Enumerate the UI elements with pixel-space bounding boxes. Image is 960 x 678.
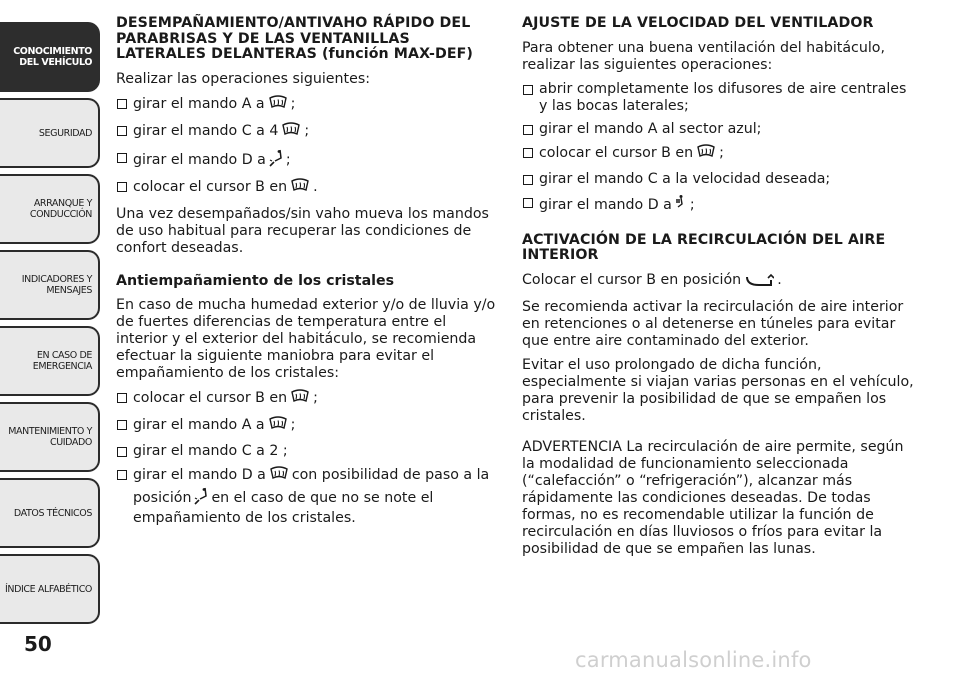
- step-text: ;: [285, 151, 291, 168]
- list-item: [522, 121, 914, 138]
- step-text: ;: [313, 389, 318, 406]
- paragraph: Evitar el uso prolongado de dicha función, especialmente si viajan varias personas en el vehículo, para prevenir la posibilidad de que se empañen los cristales.: [522, 356, 914, 424]
- step-text: .: [777, 271, 782, 288]
- list-item: [522, 81, 914, 115]
- page-number: 50: [24, 632, 52, 656]
- tab-seguridad[interactable]: [0, 98, 100, 168]
- list-item: [116, 389, 496, 410]
- tab-label: EN CASO DE EMERGENCIA: [32, 350, 92, 372]
- list-item: [116, 416, 496, 437]
- tab-indice[interactable]: [0, 554, 100, 624]
- steps-list: [116, 389, 496, 527]
- list-item: [116, 178, 496, 199]
- list-item: [116, 122, 496, 143]
- step-text: girar el mando D a: [133, 466, 266, 483]
- step-text: girar el mando C a 2 ;: [133, 442, 288, 459]
- step-text: .: [313, 178, 318, 195]
- step-text: ;: [689, 196, 695, 213]
- step-text: colocar el cursor B en: [539, 144, 694, 161]
- max-def-icon: [696, 144, 716, 165]
- section-heading: DESEMPAÑAMIENTO/ANTIVAHO RÁPIDO DEL PARABRISAS Y DE LAS VENTANILLAS LATERALES DELANTERAS (función MAX-DEF): [116, 15, 474, 62]
- tab-label: INDICADORES Y MENSAJES: [21, 274, 92, 296]
- tab-indicadores[interactable]: [0, 250, 100, 320]
- tab-label: MANTENIMIENTO Y CUIDADO: [8, 426, 92, 448]
- paragraph: Se recomienda activar la recirculación de aire interior en retenciones o al detenerse en túneles para evitar que entre aire contaminado del exterior.: [522, 298, 904, 349]
- chapter-tabs: [0, 22, 100, 630]
- paragraph: [522, 272, 914, 292]
- tab-datos-tecnicos[interactable]: [0, 478, 100, 548]
- tab-label: SEGURIDAD: [38, 127, 92, 139]
- max-def-icon: [290, 389, 310, 410]
- max-def-icon: [290, 178, 310, 199]
- tab-mantenimiento[interactable]: [0, 402, 100, 472]
- recirculation-icon: [744, 273, 774, 292]
- windscreen-feet-icon: [194, 487, 208, 510]
- left-column: [116, 16, 496, 534]
- step-text: con posibilidad de paso a la posición: [133, 466, 490, 506]
- step-text: colocar el cursor B en: [133, 178, 288, 195]
- face-vent-icon: [675, 194, 687, 217]
- max-def-icon: [268, 416, 288, 437]
- max-def-icon: [281, 122, 301, 143]
- windscreen-feet-icon: [269, 149, 283, 172]
- tab-conocimiento[interactable]: [0, 22, 100, 92]
- paragraph: Realizar las operaciones siguientes:: [116, 70, 370, 87]
- step-text: girar el mando A a: [133, 95, 265, 112]
- tab-emergencia[interactable]: [0, 326, 100, 396]
- step-text: ;: [290, 416, 296, 433]
- tab-label: ARRANQUE Y CONDUCCIÓN: [29, 198, 92, 220]
- step-text: ;: [719, 144, 724, 161]
- step-text: girar el mando C a 4: [133, 122, 279, 139]
- section-heading: ACTIVACIÓN DE LA RECIRCULACIÓN DEL AIRE INTERIOR: [522, 231, 886, 263]
- list-item: [116, 95, 496, 116]
- tab-arranque[interactable]: [0, 174, 100, 244]
- tab-label: ÍNDICE ALFABÉTICO: [5, 583, 92, 595]
- step-text: girar el mando D a: [133, 151, 266, 168]
- step-text: en el caso de que no se note el empañamiento de los cristales.: [133, 489, 434, 526]
- paragraph: Para obtener una buena ventilación del habitáculo, realizar las siguientes operaciones:: [522, 39, 885, 73]
- list-item: [116, 466, 496, 527]
- step-text: ;: [304, 122, 310, 139]
- paragraph: En caso de mucha humedad exterior y/o de lluvia y/o de fuertes diferencias de temperatura entre el interior y el exterior del habitáculo, se recomienda efectuar la siguiente maniobra para evitar el empañamiento de los cristales:: [116, 296, 496, 381]
- warning-paragraph: ADVERTENCIA La recirculación de aire permite, según la modalidad de funcionamiento seleccionada (“calefacción” o “refrigeración”), alcanzar más rápidamente las condiciones deseadas. De todas formas, no es recomendable utilizar la función de recirculación en días lluviosos o fríos para evitar la posibilidad de que se empañen las lunas.: [522, 438, 904, 557]
- watermark: carmanualsonline.info: [575, 648, 812, 672]
- steps-list: [116, 95, 496, 199]
- list-item: [522, 171, 914, 188]
- list-item: [116, 149, 496, 172]
- max-def-icon: [269, 466, 289, 487]
- step-text: girar el mando C a la velocidad deseada;: [539, 170, 831, 187]
- right-column: [522, 16, 914, 565]
- step-text: Colocar el cursor B en posición: [522, 271, 742, 288]
- tab-label: DATOS TÉCNICOS: [13, 507, 92, 519]
- steps-list: [522, 81, 914, 217]
- list-item: [522, 194, 914, 217]
- tab-label: CONOCIMIENTO DEL VEHÍCULO: [13, 46, 92, 68]
- section-heading: AJUSTE DE LA VELOCIDAD DEL VENTILADOR: [522, 15, 874, 31]
- list-item: [522, 144, 914, 165]
- max-def-icon: [268, 95, 288, 116]
- step-text: girar el mando A a: [133, 416, 265, 433]
- paragraph: Una vez desempañados/sin vaho mueva los mandos de uso habitual para recuperar las condiciones de confort deseadas.: [116, 205, 489, 256]
- list-item: [116, 443, 496, 460]
- step-text: ;: [290, 95, 296, 112]
- step-text: colocar el cursor B en: [133, 389, 288, 406]
- step-text: abrir completamente los difusores de aire centrales y las bocas laterales;: [539, 80, 907, 114]
- subheading: Antiempañamiento de los cristales: [116, 272, 395, 289]
- step-text: girar el mando D a: [539, 196, 672, 213]
- step-text: girar el mando A al sector azul;: [539, 120, 762, 137]
